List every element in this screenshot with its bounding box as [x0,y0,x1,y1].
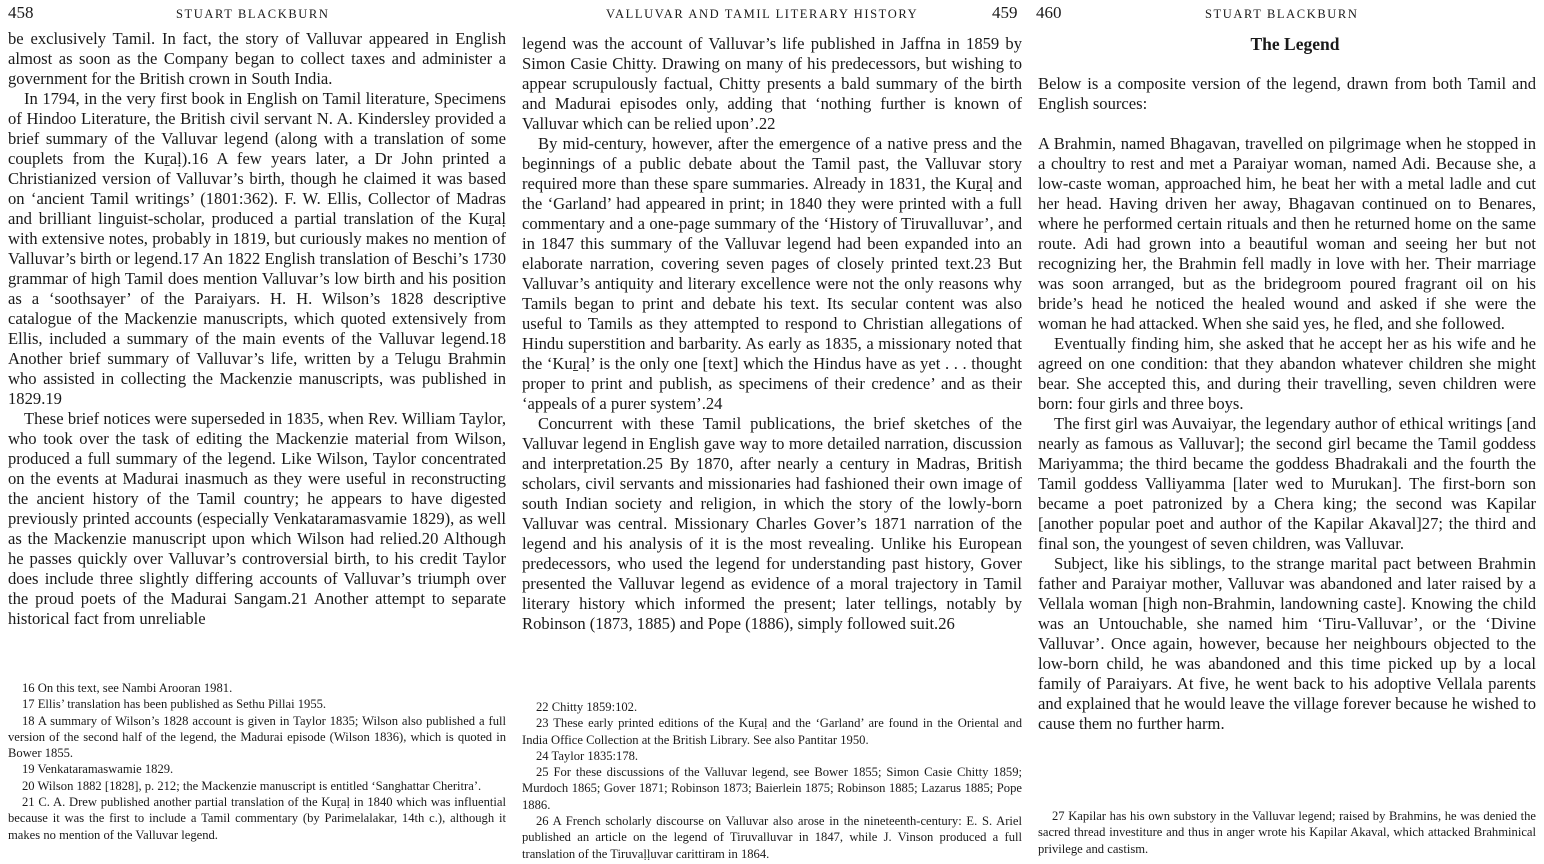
footnote: 18 A summary of Wilson’s 1828 account is given in Taylor 1835; Wilson also published a full version of the second half of the legend, the Madurai episode (Wilson 1836), which is quoted in Bower 1855. [8,713,506,761]
paragraph: These brief notices were superseded in 1835, when Rev. William Taylor, who took over the task of editing the Mackenzie material from Wilson, produced a full summary of the legend. Like Wilson, Taylor concentrated on the events at Madurai inasmuch as they were useful in reconstructing the ancient history of the Tamil country; he appears to have digested previously printed accounts (especially Venkataramasvamie 1829), as well as the Mackenzie manuscript upon which Wilson had relied.20 Although he passes quickly over Valluvar’s controversial birth, to his credit Taylor does include three slightly differing accounts of Valluvar’s triumph over the proud poets of the Madurai Sangam.21 Another attempt to separate historical fact from unreliable [8,409,506,628]
page-number: 460 [1036,3,1062,22]
page-459 [514,0,1030,864]
footnote: 27 Kapilar has his own substory in the Valluvar legend; raised by Brahmins, he was denied the sacred thread investiture and thus in anger wrote his Kapilar Akaval, which attacked Brahminical privilege and castism. [1038,809,1536,856]
paragraph: Subject, like his siblings, to the strange marital pact between Brahmin father and Paraiyar mother, Valluvar was abandoned and later raised by a Vellala woman [high non-Brahmin, landowning caste]. Knowing the child was an Untouchable, she named him ‘Tiru-Valluvar’, or the ‘Divine Valluvar’. Once again, however, because her neighbours objected to the low-born child, he was abandoned and this time picked up by a local family of Paraiyars. At five, he went back to his adoptive Vellala parents and explained that he would leave the village forever because he wished to cause them no further harm. [1038,554,1536,733]
paragraph: Eventually finding him, she asked that he accept her as his wife and he agreed on one condition: that they abandon whatever children she might bear. She accepted this, and during their travelling, seven children were born: four girls and three boys. [1038,334,1536,413]
footnote: 26 A French scholarly discourse on Valluvar also arose in the nineteenth-century: E. S. Ariel published an article on the legend of Tiruvalluvar in 1847, while J. Vinson produced a full translation of the Tiruvaḷḷuvar carittiram in 1864. [522,814,1022,861]
footnote: 25 For these discussions of the Valluvar legend, see Bower 1855; Simon Casie Chitty 1859; Murdoch 1865; Gover 1871; Robinson 1873; Baierlein 1875; Robinson 1885; Lazarus 1885; Pope 1886. [522,765,1022,812]
page-header [1030,3,1544,23]
footnote: 21 C. A. Drew published another partial translation of the Kuṟaḷ in 1840 which was influential because it was the first to include a Tamil commentary (by Parimelalakar, 14th c.), although it makes no mention of the Valluvar legend. [8,795,506,842]
paragraph: Concurrent with these Tamil publications, the brief sketches of the Valluvar legend in English gave way to more detailed narration, discussion and interpretation.25 By 1870, after nearly a century in Madras, British scholars, civil servants and missionaries had fashioned their own image of south Indian society and religion, in which the story of the lowly-born Valluvar was central. Missionary Charles Gover’s 1871 narration of the legend and his analysis of it is the most revealing. Unlike his European predecessors, who used the legend for understanding past history, Gover presented the Valluvar legend as evidence of a moral trajectory in Tamil literary history which informed the present; later tellings, notably by Robinson (1873, 1885) and Pope (1886), simply followed suit.26 [522,414,1022,633]
footnotes [522,699,1022,862]
body-text [1038,34,1536,734]
paragraph: legend was the account of Valluvar’s life published in Jaffna in 1859 by Simon Casie Chitty. Drawing on many of his predecessors, but wishing to appear scrupulously factual, Chitty presents a bald summary of the birth and Madurai episodes only, adding that ‘nothing further is known of Valluvar which can be relied upon’.22 [522,34,1022,133]
footnote: 16 On this text, see Nambi Arooran 1981. [22,681,233,695]
footnote: 19 Venkataramaswamie 1829. [22,762,174,777]
running-head: STUART BLACKBURN [176,7,330,21]
page-header [0,3,514,23]
page-460 [1030,0,1544,864]
paragraph: By mid-century, however, after the emergence of a native press and the beginnings of a public debate about the Tamil past, the Valluvar story required more than these spare summaries. Already in 1831, the Kuṟaḷ and the ‘Garland’ had appeared in print; in 1840 they were printed with a full commentary and a one-page summary of the ‘History of Tiruvalluvar’, and in 1847 this summary of the Valluvar legend had been expanded into an elaborate narration, covering seven pages of closely printed text.23 But Valluvar’s antiquity and literary excellence were not the only reasons why Tamils began to print and debate his text. Its secular content was also useful to Tamils as they attempted to respond to Christian allegations of Hindu superstition and barbarity. As early as 1835, a missionary noted that the ‘Kuṟaḷ’ is the only one [text] which the Hindus have as yet . . . thought proper to print and publish, as specimens of their credence’ and as their ‘appeals of a purer system’.24 [522,134,1022,413]
footnote: 17 Ellis’ translation has been published as Sethu Pillai 1955. [22,697,327,712]
page-number: 459 [992,3,1018,22]
body-text [8,29,506,629]
paragraph: A Brahmin, named Bhagavan, travelled on pilgrimage when he stopped in a choultry to rest and met a Paraiyar woman, named Adi. Because she, a low-caste woman, approached him, he beat her with a metal ladle and cut her head. Having driven her away, Bhagavan continued on to Benares, where he performed certain rituals and then he returned home on the same route. Adi had grown into a beautiful woman and seeing her but not recognizing her, the Brahmin fell madly in love with her. Their marriage was soon arranged, but as the bridegroom poured fragrant oil on his bride’s head he noticed the healed wound and asked if she were the woman he had attacked. When she said yes, he fled, and she followed. [1038,134,1536,333]
body-text [522,34,1022,634]
footnote: 22 Chitty 1859:102. [536,700,638,714]
footnote: 20 Wilson 1882 [1828], p. 212; the Mackenzie manuscript is entitled ‘Sanghattar Cheritra’. [22,778,482,793]
paragraph: In 1794, in the very first book in English on Tamil literature, Specimens of Hindoo Literature, the British civil servant N. A. Kindersley provided a brief summary of the Valluvar legend (along with a translation of some couplets from the Kuṟaḷ).16 A few years later, a Dr John printed a Christianized version of Valluvar’s birth, though he claimed it was based on ‘ancient Tamil writings’ (1801:362). F. W. Ellis, Collector of Madras and brilliant linguist-scholar, produced a partial translation of the Kuṟaḷ with extensive notes, probably in 1819, but curiously makes no mention of Valluvar’s birth or legend.17 An 1822 English translation of Beschi’s 1730 grammar of high Tamil does mention Valluvar’s low birth and his position as a ‘soothsayer’ of the Paraiyars. H. H. Wilson’s 1828 descriptive catalogue of the Mackenzie manuscripts, which quoted extensively from Ellis, included a summary of the main events of the Valluvar legend.18 Another brief summary of Valluvar’s life, written by a Telugu Brahmin who assisted in collecting the Mackenzie manuscripts, was published in 1829.19 [8,89,506,408]
section-title: The Legend [1250,34,1340,54]
footnote: 24 Taylor 1835:178. [536,748,639,763]
page-458 [0,0,514,864]
paragraph: The first girl was Auvaiyar, the legendary author of ethical writings [and nearly as famous as Valluvar]; the second girl became the Tamil goddess Mariyamma; the third became the goddess Bhadrakali and the fourth the Tamil goddess Valliyamma [later wed to Murukan]. The first-born son became a poet patronized by a Chera king; the second was Kapilar [another popular poet and author of the Kapilar Akaval]27; the third and final son, the youngest of seven children, was Valluvar. [1038,414,1536,553]
intro-paragraph: Below is a composite version of the legend, drawn from both Tamil and English sources: [1038,74,1536,113]
running-head: STUART BLACKBURN [1205,7,1359,21]
footnotes [8,680,506,843]
running-head: VALLUVAR AND TAMIL LITERARY HISTORY [606,7,919,21]
page-number: 458 [8,3,34,22]
footnotes [1038,808,1536,857]
paragraph: be exclusively Tamil. In fact, the story of Valluvar appeared in English almost as soon as the Company began to collect taxes and administer a government for the British crown in South India. [8,29,506,88]
page-header [514,3,1030,23]
footnote: 23 These early printed editions of the Kuṟaḷ and the ‘Garland’ are found in the Oriental and India Office Collection at the British Library. See also Pantitar 1950. [522,716,1022,747]
